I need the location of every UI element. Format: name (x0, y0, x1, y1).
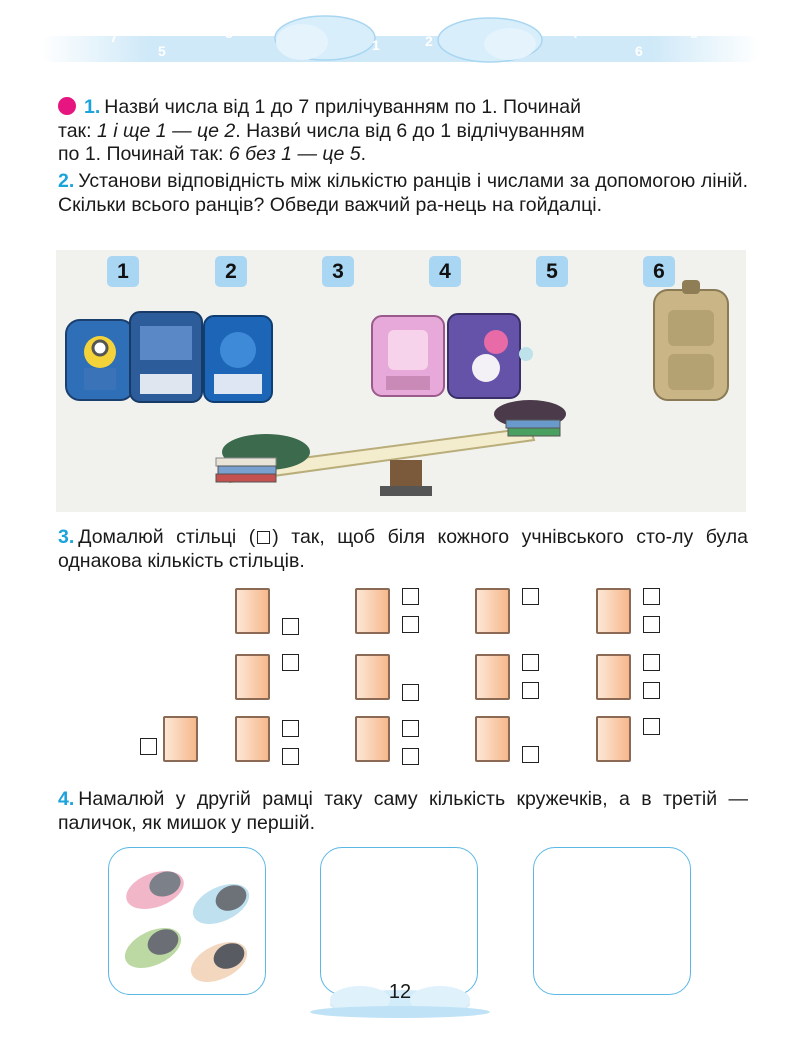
circles-answer-frame[interactable] (320, 847, 478, 995)
task-3-number: 3. (58, 526, 75, 548)
desk (355, 588, 390, 634)
chair (522, 588, 539, 605)
task-3-text: Домалюй стільці ( (78, 526, 256, 548)
backpack-icon (130, 312, 202, 402)
chair (522, 746, 539, 763)
backpack-icon (372, 316, 444, 396)
desk (355, 716, 390, 762)
task-4-text: Намалюй у другій рамці таку саму кількість кружечків, а в третій — паличок, як мишок у першій. (58, 788, 748, 834)
backpack-icon (204, 316, 272, 402)
task-4 (58, 788, 748, 835)
desk (355, 654, 390, 700)
number-badge: 2 (215, 256, 247, 287)
task-1-text: . Назви́ числа від 6 до 1 відлічуванням (235, 119, 585, 142)
task-1-text: по 1. Починай так: (58, 143, 229, 165)
desk (235, 654, 270, 700)
desk (163, 716, 198, 762)
backpack-icon (66, 320, 134, 400)
chair (643, 588, 660, 605)
number-badge: 6 (643, 256, 675, 287)
computer-mouse-icon (119, 920, 188, 976)
chair (643, 718, 660, 735)
number-badge: 1 (107, 256, 139, 287)
chair (643, 682, 660, 699)
backpack-icon (654, 280, 728, 400)
desk (596, 588, 631, 634)
backpack-scene (56, 250, 746, 512)
task-1-example: 6 без 1 — це 5 (228, 143, 361, 165)
computer-mouse-icon (185, 934, 254, 990)
computer-mouse-icon (121, 864, 189, 916)
cloud-digit: 7 (110, 29, 118, 45)
cloud-digit: 0 (402, 17, 410, 33)
task-3-text: ) так, щоб біля кожного учнівського сто-лу була однакова кількість стільців. (58, 526, 748, 572)
chair (643, 654, 660, 671)
cloud-digit: 1 (372, 37, 380, 53)
chair (140, 738, 157, 755)
number-badge: 5 (536, 256, 568, 287)
seesaw-icon (216, 400, 566, 496)
chair (282, 618, 299, 635)
desk (596, 716, 631, 762)
chair-symbol-icon (257, 531, 270, 544)
desk (235, 588, 270, 634)
chair (282, 654, 299, 671)
mice-frame (108, 847, 266, 995)
backpack-icon (448, 314, 533, 398)
chair (402, 748, 419, 765)
chair (522, 654, 539, 671)
bullet-dot-icon (58, 97, 76, 115)
cloud-digit: 3 (225, 25, 233, 41)
task-1-text: так: (58, 119, 97, 142)
number-badge: 4 (429, 256, 461, 287)
chair (402, 588, 419, 605)
computer-mouse-icon (187, 876, 256, 932)
header-cloud-band (40, 8, 760, 78)
desk (235, 716, 270, 762)
chair (282, 720, 299, 737)
task-2 (58, 170, 748, 217)
backpacks-illustration (56, 250, 746, 512)
cloud-digit: 6 (635, 43, 643, 59)
cloud-digit: 4 (570, 25, 578, 41)
chair (402, 684, 419, 701)
sticks-answer-frame[interactable] (533, 847, 691, 995)
task-1-example: 1 і ще 1 — це 2 (96, 119, 236, 142)
number-badge: 3 (322, 256, 354, 287)
cloud-digit: 5 (158, 43, 166, 59)
chair (402, 720, 419, 737)
task-1-line1: Назви́ числа від 1 до 7 прилічуванням по 1. Починай (104, 96, 581, 118)
cloud-digit: 2 (425, 33, 433, 49)
cloud-digit: 8 (690, 25, 698, 41)
chair (643, 616, 660, 633)
task-3 (58, 526, 748, 573)
chair (282, 748, 299, 765)
task-1 (58, 96, 748, 167)
task-2-text: Установи відповідність між кількістю ранців і числами за допомогою ліній. Скільки всього ранців? Обведи важчий ра-нець на гойдалці. (58, 170, 748, 216)
page-number: 12 (388, 981, 412, 1003)
desk (596, 654, 631, 700)
task-4-number: 4. (58, 788, 75, 810)
desk (475, 588, 510, 634)
chair (402, 616, 419, 633)
chair (522, 682, 539, 699)
mice-illustration (109, 848, 263, 992)
task-1-text: . (360, 143, 367, 165)
desk (475, 654, 510, 700)
task-2-number: 2. (58, 170, 75, 192)
task-1-number: 1. (84, 96, 101, 118)
desk (475, 716, 510, 762)
